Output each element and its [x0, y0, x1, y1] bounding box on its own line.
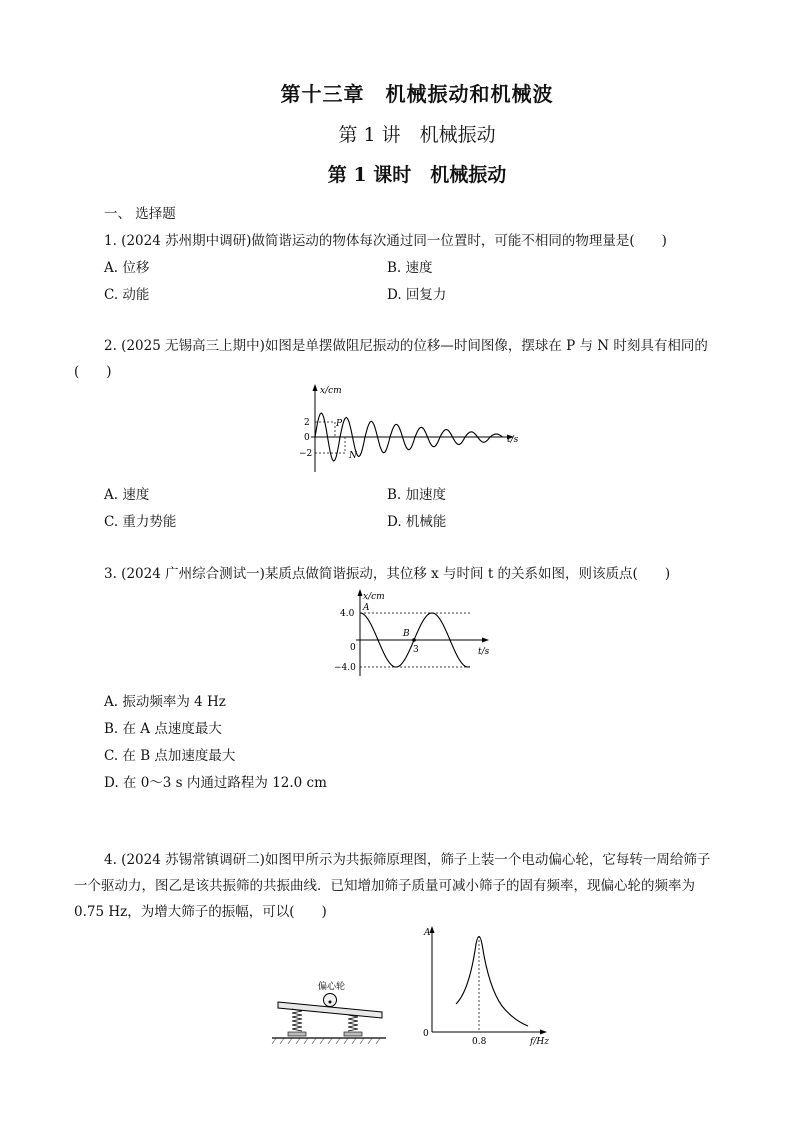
- q2-damped-oscillation-graph: [295, 380, 530, 475]
- q3-point-b: [412, 638, 416, 642]
- q4-wheel-hub: [329, 1001, 332, 1004]
- q4-stem-line3: 0.75 Hz，为增大筛子的振幅，可以( ): [74, 904, 327, 920]
- q3-y-label: x/cm: [363, 592, 385, 602]
- q3-ytick-neg4: −4.0: [334, 663, 356, 673]
- q4-base-left: [288, 1032, 306, 1036]
- q2-ytick-2: 2: [304, 418, 310, 428]
- q4-spring-right: [348, 1015, 358, 1031]
- q3-y-axis-arrow: [358, 589, 363, 596]
- q3-option-a: A. 振动频率为 4 Hz: [104, 694, 226, 710]
- q2-option-c: C. 重力势能: [104, 514, 177, 530]
- q1-stem: 1. (2024 苏州期中调研)做简谐运动的物体每次通过同一位置时，可能不相同的物理量是( ): [104, 233, 667, 249]
- q4-stem-line2: 一个驱动力，图乙是该共振筛的共振曲线．已知增加筛子质量可减小筛子的固有频率，现偏心轮的频率为: [74, 878, 695, 894]
- q2-ytick-neg2: −2: [299, 449, 313, 459]
- q1-option-b: B. 速度: [387, 260, 433, 276]
- q2-stem-line1: 2. (2025 无锡高三上期中)如图是单摆做阻尼振动的位移—时间图像，摆球在 P 与 N 时刻具有相同的: [104, 338, 708, 354]
- q2-label-p: P: [336, 419, 343, 429]
- q3-x-label: t/s: [478, 647, 490, 657]
- q4-base-right: [344, 1032, 362, 1036]
- q2-option-a: A. 速度: [104, 487, 150, 503]
- q3-label-b: B: [403, 629, 410, 639]
- q1-option-a: A. 位移: [104, 260, 150, 276]
- q4-stem-line1: 4. (2024 苏锡常镇调研二)如图甲所示为共振筛原理图，筛子上装一个电动偏心轮，它每转一周给筛子: [104, 852, 711, 868]
- q3-x-axis-arrow: [482, 638, 489, 643]
- q2-option-d: D. 机械能: [387, 514, 447, 530]
- lecture-title: 第 1 讲 机械振动: [338, 124, 496, 146]
- q3-shm-graph: [330, 588, 500, 678]
- q4-xtick-08: 0.8: [472, 1037, 487, 1047]
- q3-xtick-3: 3: [413, 645, 419, 655]
- q3-option-c: C. 在 B 点加速度最大: [104, 748, 236, 764]
- q4-resonance-curve: [456, 937, 528, 1027]
- lesson-title: 第 1 课时 机械振动: [327, 164, 507, 186]
- q2-stem-line2: ( ): [74, 364, 112, 380]
- q4-eccentric-wheel-label: 偏心轮: [318, 982, 346, 992]
- q4-y-label: A: [424, 928, 431, 938]
- q4-origin-label: 0: [423, 1029, 429, 1039]
- q2-x-label: t/s: [507, 435, 519, 445]
- q3-label-a: A: [363, 603, 370, 613]
- q4-sieve-figure: [270, 978, 388, 1048]
- q3-ytick-4: 4.0: [340, 609, 355, 619]
- q2-y-label: x/cm: [320, 386, 342, 396]
- q3-option-d: D. 在 0～3 s 内通过路程为 12.0 cm: [104, 775, 327, 791]
- q1-option-d: D. 回复力: [387, 287, 447, 303]
- q2-ytick-0: 0: [304, 433, 310, 443]
- q2-label-n: N: [349, 451, 357, 461]
- q3-stem: 3. (2024 广州综合测试一)某质点做简谐振动，其位移 x 与时间 t 的关系如图，则该质点( ): [104, 566, 671, 582]
- q4-eccentric-wheel: [324, 994, 337, 1007]
- section-heading: 一、 选择题: [104, 206, 176, 222]
- q2-option-b: B. 加速度: [387, 487, 447, 503]
- q3-option-b: B. 在 A 点速度最大: [104, 721, 222, 737]
- q4-x-label: f/Hz: [530, 1037, 549, 1047]
- q4-x-axis-arrow: [540, 1030, 547, 1035]
- q4-resonance-graph: [418, 922, 558, 1050]
- q4-ground-hatch: [272, 1038, 380, 1044]
- q3-ytick-0: 0: [350, 643, 356, 653]
- q1-option-c: C. 动能: [104, 287, 150, 303]
- chapter-title: 第十三章 机械振动和机械波: [280, 82, 554, 106]
- q2-y-axis-arrow: [313, 384, 318, 391]
- q4-spring-left: [292, 1009, 302, 1031]
